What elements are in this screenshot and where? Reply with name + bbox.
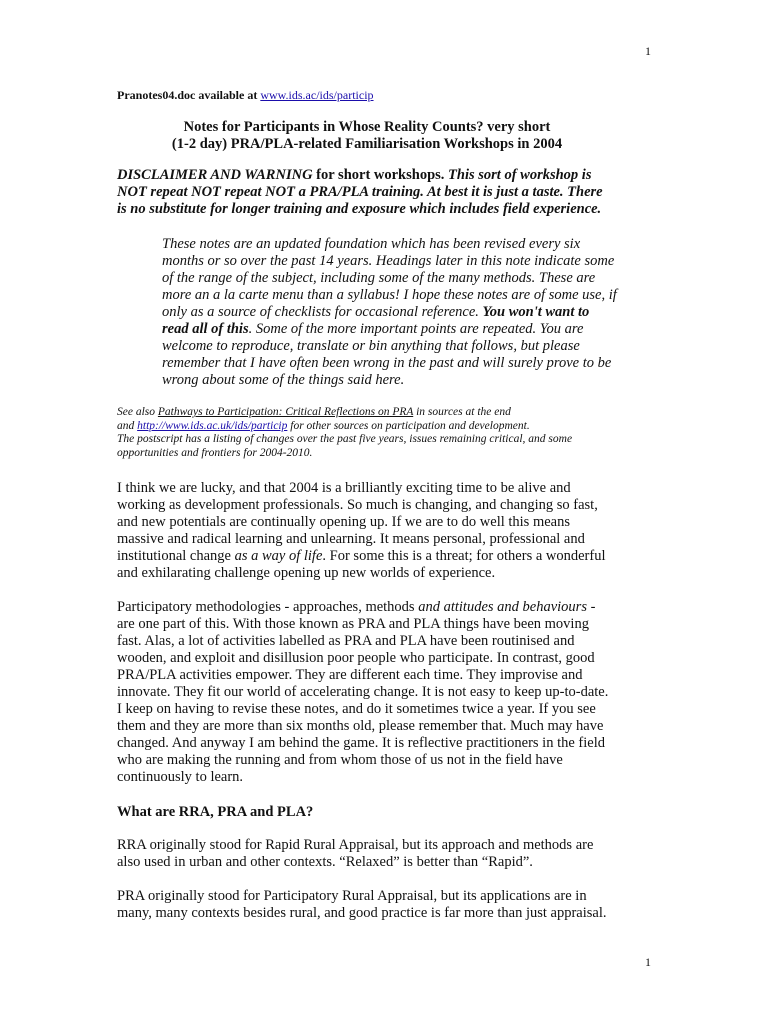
foundation-line-6a: read all of this (162, 321, 249, 337)
disclaimer-heading: DISCLAIMER AND WARNING (117, 167, 313, 183)
see-also-line-2-rest: for other sources on participation and development. (287, 419, 530, 432)
foundation-line-3: of the range of the subject, including some of the many methods. These are (162, 270, 596, 286)
paragraph-pra (117, 888, 652, 922)
paragraph-lucky (117, 480, 652, 582)
para2-line-11: continuously to learn. (117, 769, 244, 785)
para1-line-5-em: as a way of life (234, 548, 323, 564)
disclaimer-line-1-italic: This sort of workshop is (448, 167, 592, 183)
para1-line-4: massive and radical learning and unlearning. It means personal, professional and (117, 531, 585, 547)
para1-line-5a: institutional change (117, 548, 235, 564)
foundation-line-4: more an a la carte menu than a syllabus! I hope these notes are of some use, if (162, 287, 617, 303)
foundation-line-1: These notes are an updated foundation which has been revised every six (162, 236, 581, 252)
page-number-top: 1 (645, 44, 651, 58)
para2-line-7: I keep on having to revise these notes, and do it sometimes twice a year. If you see (117, 701, 596, 717)
source-link[interactable]: www.ids.ac/ids/particip (260, 88, 374, 102)
source-label: Pranotes04.doc available at (117, 88, 261, 102)
source-line (117, 88, 374, 103)
paragraph-methodologies (117, 599, 652, 786)
foundation-line-9: wrong about some of the things said here. (162, 372, 405, 388)
section-heading: What are RRA, PRA and PLA? (117, 804, 314, 820)
see-also-prefix: See also (117, 406, 158, 418)
foundation-line-6b: . Some of the more important points are repeated. You are (248, 321, 584, 337)
para2-line-1a: Participatory methodologies - approaches, methods (117, 599, 419, 615)
see-also-line-2 (117, 420, 647, 434)
para3-line-1: RRA originally stood for Rapid Rural Appraisal, but its approach and methods are (117, 837, 594, 853)
foundation-line-5 (162, 304, 656, 321)
foundation-line-8: remember that I have often been wrong in the past and will surely prove to be (162, 355, 612, 371)
disclaimer-lead-rest: for short workshops. (312, 167, 449, 183)
para1-line-2: working as development professionals. So much is changing, and changing so fast, (117, 497, 598, 513)
see-also-line-4: opportunities and frontiers for 2004-2010. (117, 446, 313, 459)
para1-line-3: and new potentials are continually opening up. If we are to do well this means (117, 514, 570, 530)
foundation-line-5a: only as a source of checklists for occasional reference. (162, 304, 483, 320)
para2-line-1b: - (586, 599, 596, 615)
see-also-note (117, 406, 647, 460)
foundation-line-2: months or so over the past 14 years. Headings later in this note indicate some (162, 253, 615, 269)
foundation-line-6 (162, 321, 656, 338)
para2-line-1-em: and attitudes and behaviours (418, 599, 587, 615)
see-also-suffix: in sources at the end (413, 406, 511, 418)
ids-particip-link[interactable]: http://www.ids.ac.uk/ids/particip (137, 419, 288, 432)
para2-line-10: who are making the running and from whom those of us not in the field have (117, 752, 563, 768)
see-also-line-3: The postscript has a listing of changes over the past five years, issues remaining critical, and some (117, 433, 573, 445)
para4-line-1: PRA originally stood for Participatory Rural Appraisal, but its applications are in (117, 888, 587, 904)
para4-line-2: many, many contexts besides rural, and good practice is far more than just appraisal. (117, 905, 607, 921)
foundation-line-5b: You won't want to (482, 304, 590, 320)
paragraph-rra (117, 837, 652, 871)
para1-line-6: and exhilarating challenge opening up new worlds of experience. (117, 565, 496, 581)
document-title (117, 119, 617, 153)
para2-line-1 (117, 599, 652, 616)
para2-line-4: wooden, and exploit and disillusion poor people who participate. In contrast, good (117, 650, 595, 666)
para1-line-5 (117, 548, 652, 565)
para1-line-5b: . For some this is a threat; for others a wonderful (322, 548, 606, 564)
see-also-line-1 (117, 406, 647, 420)
para1-line-1: I think we are lucky, and that 2004 is a brilliantly exciting time to be alive and (117, 480, 571, 496)
foundation-paragraph (162, 236, 656, 389)
para2-line-6: innovate. They fit our world of accelerating change. It is not easy to keep up-to-date. (117, 684, 609, 700)
para2-line-3: fast. Alas, a lot of activities labelled as PRA and PLA have been routinised and (117, 633, 575, 649)
title-line-2: (1-2 day) PRA/PLA-related Familiarisation Workshops in 2004 (171, 136, 563, 152)
para3-line-2: also used in urban and other contexts. “Relaxed” is better than “Rapid”. (117, 854, 533, 870)
disclaimer-line-3: is no substitute for longer training and exposure which includes field experience. (117, 201, 602, 217)
para2-line-9: changed. And anyway I am behind the game. It is reflective practitioners in the field (117, 735, 605, 751)
foundation-line-7: welcome to reproduce, translate or bin anything that follows, but please (162, 338, 580, 354)
para2-line-8: them and they are more than six months old, please remember that. Much may have (117, 718, 604, 734)
title-line-1: Notes for Participants in Whose Reality Counts? very short (183, 119, 551, 135)
para2-line-2: are one part of this. With those known as PRA and PLA things have been moving (117, 616, 589, 632)
see-also-and: and (117, 419, 138, 432)
page-number-bottom: 1 (645, 955, 651, 969)
para2-line-5: PRA/PLA activities empower. They are different each time. They improvise and (117, 667, 583, 683)
disclaimer-paragraph (117, 167, 647, 218)
disclaimer-line-1 (117, 167, 647, 184)
disclaimer-line-2: NOT repeat NOT repeat NOT a PRA/PLA training. At best it is just a taste. There (117, 184, 603, 200)
pathways-reference: Pathways to Participation: Critical Reflections on PRA (157, 406, 414, 418)
